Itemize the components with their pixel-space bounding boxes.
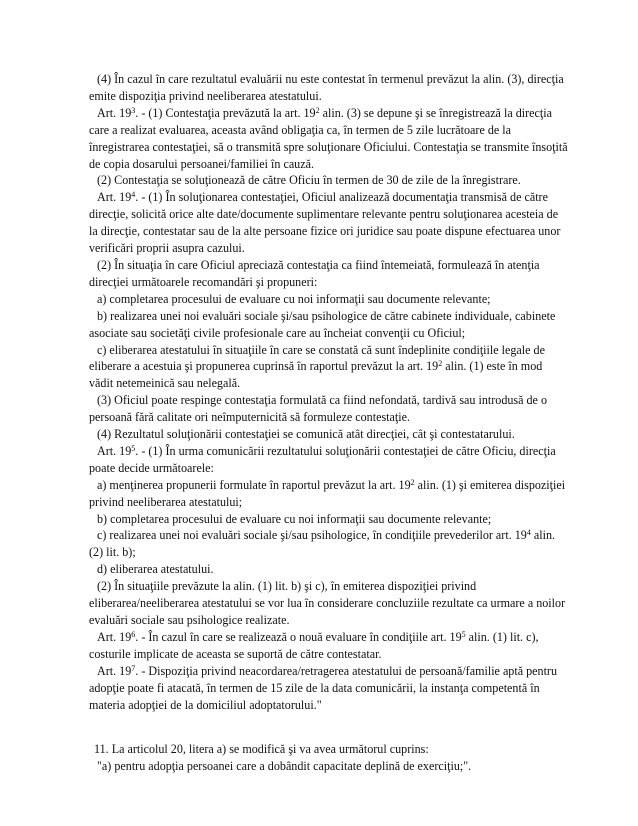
text-run: a) completarea procesului de evaluare cu noi informaţii sau documente relevante; [97,291,491,306]
superscript: 5 [461,629,466,639]
text-run: Art. 19 [97,443,132,458]
text-run: c) realizarea unei noi evaluări sociale şi/sau psihologice, în condiţiile prevederilor art. 19 [97,528,527,543]
section-spacer [89,713,568,741]
paragraph-p10 [89,426,568,443]
text-run: . - (1) Contestaţia prevăzută la art. 19 [135,105,316,120]
text-run: b) completarea procesului de evaluare cu noi informaţii sau documente relevante; [97,511,492,526]
paragraph-p08 [89,342,568,393]
text-run: (2) Contestaţia se soluţionează de către Oficiu în termen de 30 de zile de la înregistrare. [97,173,521,188]
text-run: . - (1) În urma comunicării rezultatului soluţionării contestaţiei de către Oficiu, direcţia poate decide următoarele: [89,443,556,475]
text-run: (2) În situaţiile prevăzute la alin. (1) lit. b) şi c), în emiterea dispoziţiei privind eliberarea/neeliberarea atestatului se vor lua în considerare concluziile rezultate ca urmare a noilor evaluări sociale sau psihologice realizate. [89,579,566,627]
paragraph-p16 [89,578,568,629]
text-run: Art. 19 [97,663,132,678]
text-run: . - Dispoziţia privind neacordarea/retragerea atestatului de persoană/familie aptă pentru adopţie poate fi atacată, în termen de 15 zile de la data comunicării, la instanţa competentă în materia adopţiei de la domiciliul adoptatorului." [89,663,558,712]
text-run: (4) Rezultatul soluţionării contestaţiei se comunică atât direcţiei, cât şi contestatarului. [97,427,515,442]
text-run: alin. (3) se depune şi se înregistrează la direcţia care a realizat evaluarea, aceasta având obligaţia ca, în termen de 5 zile lucrătoare de la înregistrarea contestaţiei, să o transmită spre soluţionare Oficiului. Contestaţia se transmite însoţită de copia dosarului persoanei/familiei în cauză. [89,105,568,171]
superscript: 3 [131,105,136,115]
text-run: Art. 19 [97,105,132,120]
superscript: 7 [131,663,136,673]
paragraph-p18 [89,663,568,714]
paragraph-p14 [89,527,568,561]
paragraph-p02 [89,105,568,173]
text-run: Art. 19 [97,190,132,205]
paragraph-p09 [89,392,568,426]
paragraph-p11 [89,443,568,477]
paragraph-p03 [89,172,568,189]
text-run: alin. (1) este în mod vădit netemeinică sau nelegală. [89,359,543,391]
text-run: . - (1) În soluţionarea contestaţiei, Oficiul analizează documentaţia transmisă de către direcţie, solicită orice alte date/documente suplimentare relevante pentru soluţionarea acesteia de la direcţie, contestatar sau de la alte persoane fizice ori juridice sau poate dispune efectuarea unor verificări proprii asupra cazului. [89,190,561,256]
text-run: b) realizarea unei noi evaluări sociale şi/sau psihologice de către cabinete individuale, cabinete asociate sau societăţi civile profesionale care au încheiat convenţii cu Oficiul; [89,308,556,340]
superscript: 2 [438,359,443,369]
text-run: . - În cazul în care se realizează o nouă evaluare în condiţiile art. 19 [135,629,462,644]
text-run: (3) Oficiul poate respinge contestaţia formulată ca fiind nefondată, tardivă sau introdusă de o persoană fără calitate ori neîmputernicită să formuleze contestaţie. [89,393,547,425]
superscript: 2 [410,477,415,487]
amendment-section [89,741,568,775]
paragraph-p17 [89,629,568,663]
amendment-heading: 11. La articolul 20, litera a) se modifică şi va avea următorul cuprins: [94,742,429,757]
paragraph-p01 [89,71,568,105]
text-run: d) eliberarea atestatului. [97,562,214,577]
text-run: a) menţinerea propunerii formulate în raportul prevăzut la art. 19 [97,477,411,492]
text-run: (4) În cazul în care rezultatul evaluării nu este contestat în termenul prevăzut la alin. (3), direcţia emite dispoziţia privind neeliberarea atestatului. [89,72,564,103]
superscript: 4 [526,528,531,538]
superscript: 6 [131,629,136,639]
text-run: (2) În situaţia în care Oficiul apreciază contestaţia ca fiind întemeiată, formulează în atenţia direcţiei următoarele recomandări şi propuneri: [89,257,540,289]
superscript: 4 [131,190,136,200]
paragraph-p13 [89,511,568,528]
text-run: Art. 19 [97,629,132,644]
amendment-text: "a) pentru adopţia persoanei care a dobândit capacitate deplină de exerciţiu;". [97,759,472,774]
paragraph-p07 [89,308,568,342]
paragraph-p12 [89,477,568,511]
text-run: alin. (1) şi emiterea dispoziţiei privind neeliberarea atestatului; [89,477,566,509]
paragraph-p04 [89,189,568,257]
text-run: alin. (2) lit. b); [89,528,556,560]
paragraph-p15 [89,561,568,578]
paragraph-p06 [89,291,568,308]
superscript: 2 [315,105,320,115]
superscript: 5 [131,443,136,453]
paragraph-p05 [89,257,568,291]
document-body [89,71,568,713]
text-run: c) eliberarea atestatului în situaţiile în care se constată că sunt îndeplinite condiţiile legale de eliberare a acestuia şi propunerea cuprinsă în raportul prevăzut la art. 19 [89,342,545,374]
text-run: alin. (1) lit. c), costurile implicate de aceasta se suportă de către contestatar. [89,629,539,661]
